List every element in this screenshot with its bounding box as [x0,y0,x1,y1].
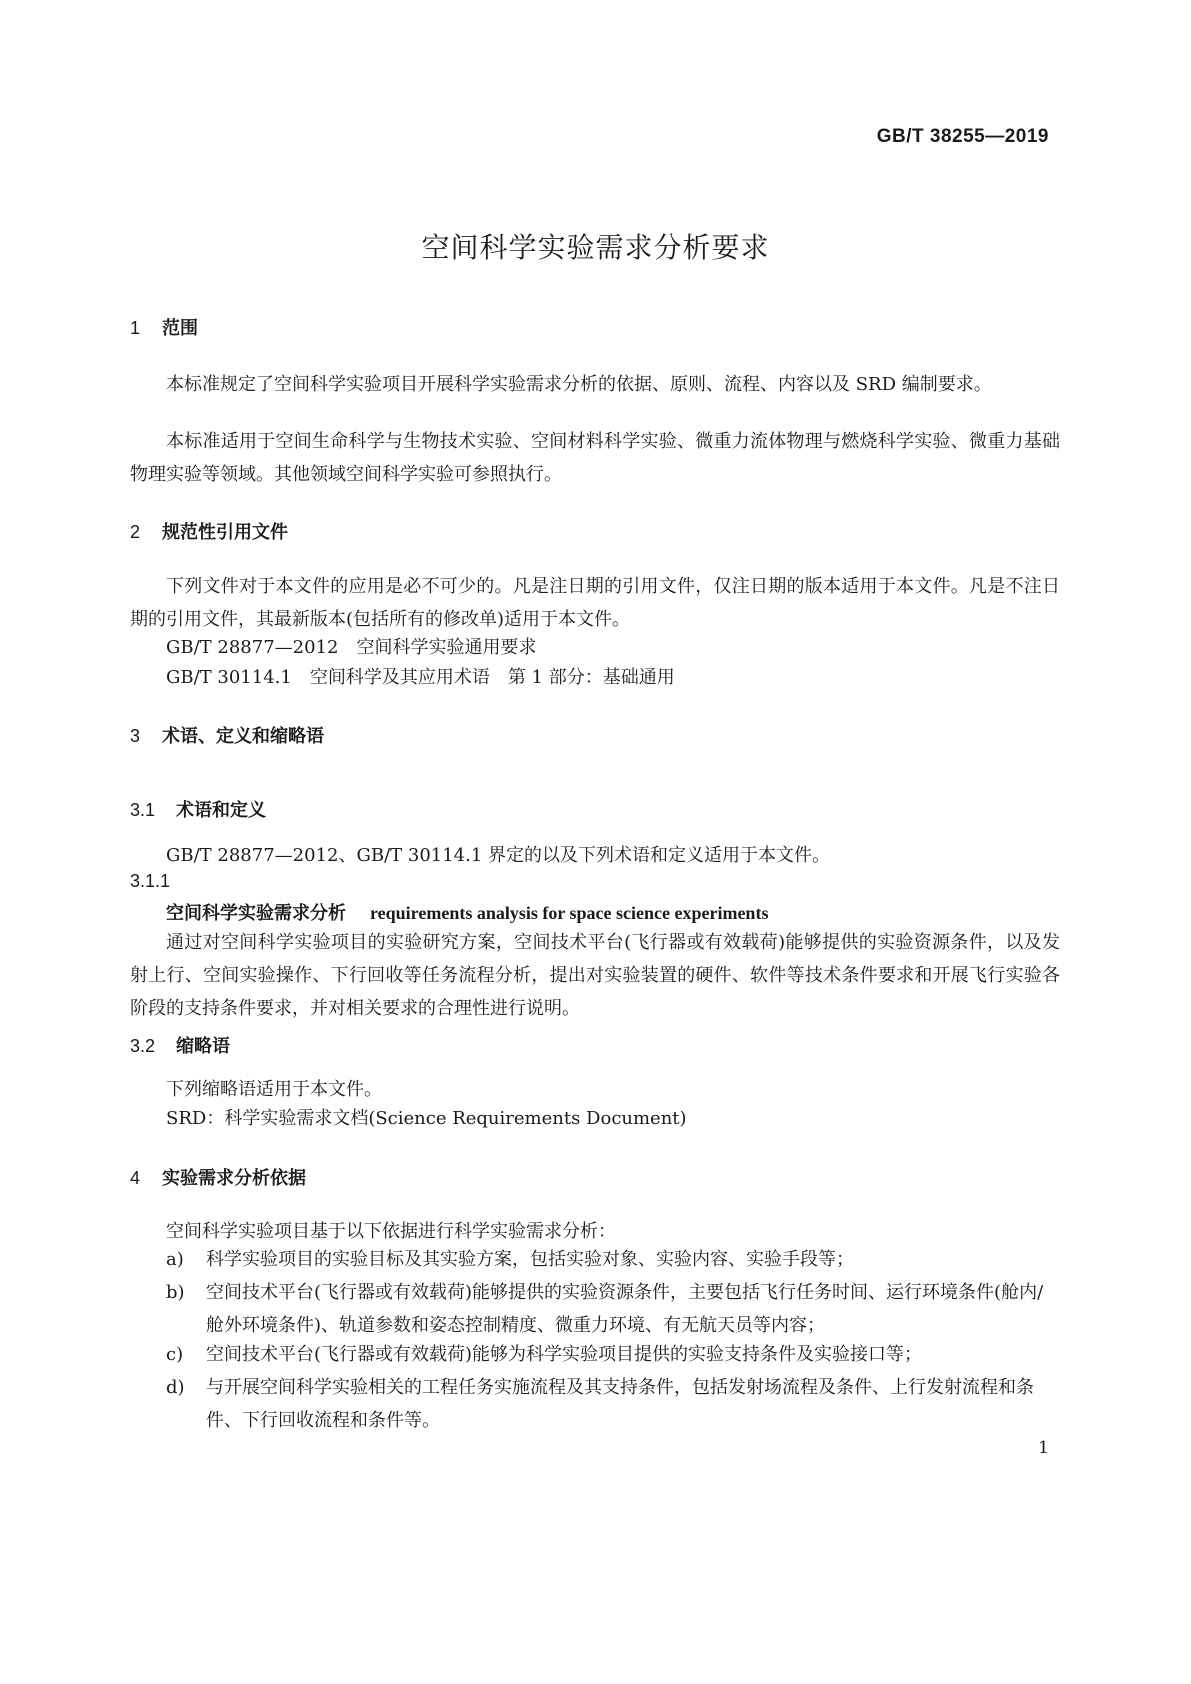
list-marker: c) [166,1344,184,1365]
reference-2: GB/T 30114.1 空间科学及其应用术语 第 1 部分：基础通用 [166,667,675,688]
section-1-paragraph-2: 本标准适用于空间生命科学与生物技术实验、空间材料科学实验、微重力流体物理与燃烧科学实验、微重力基础物理实验等领域。其他领域空间科学实验可参照执行。 [130,431,1060,485]
section-number: 3.1.1 [130,871,171,891]
list-item [166,1243,1060,1276]
term-definition: 通过对空间科学实验项目的实验研究方案，空间技术平台(飞行器或有效载荷)能够提供的实验资源条件，以及发射上行、空间实验操作、下行回收等任务流程分析，提出对实验装置的硬件、软件等技术条件要求和开展飞行实验各阶段的支持条件要求，并对相关要求的合理性进行说明。 [130,932,1060,1019]
section-3-1-heading [130,796,266,822]
list-text: 与开展空间科学实验相关的工程任务实施流程及其支持条件，包括发射场流程及条件、上行发射流程和条件、下行回收流程和条件等。 [206,1377,1034,1431]
section-3-1-1-number [130,871,170,892]
section-title: 术语、定义和缩略语 [162,726,324,747]
section-2-paragraph-1: 下列文件对于本文件的应用是必不可少的。凡是注日期的引用文件，仅注日期的版本适用于本文件。凡是不注日期的引用文件，其最新版本(包括所有的修改单)适用于本文件。 [130,576,1060,630]
section-4-heading [130,1164,306,1190]
document-title: 空间科学实验需求分析要求 [421,231,770,264]
list-item [166,1276,1060,1342]
section-1-paragraph-1: 本标准规定了空间科学实验项目开展科学实验需求分析的依据、原则、流程、内容以及 SRD 编制要求。 [166,374,992,395]
section-2-heading [130,518,288,544]
section-number: 4 [130,1168,141,1188]
list-marker: b) [166,1282,185,1303]
section-3-2-paragraph-1: 下列缩略语适用于本文件。 [166,1079,382,1100]
term-entry [166,899,768,925]
section-number: 3 [130,726,141,746]
list-text: 科学实验项目的实验目标及其实验方案，包括实验对象、实验内容、实验手段等； [206,1249,854,1270]
standard-code: GB/T 38255—2019 [876,126,1049,147]
section-title: 实验需求分析依据 [162,1168,306,1189]
section-3-2-heading [130,1032,230,1058]
list-item [166,1338,1060,1371]
term-english: requirements analysis for space science experiments [370,903,769,923]
list-text: 空间技术平台(飞行器或有效载荷)能够为科学实验项目提供的实验支持条件及实验接口等； [206,1344,923,1365]
list-marker: a) [166,1249,184,1270]
section-1-heading [130,314,198,340]
section-number: 3.2 [130,1036,156,1056]
section-title: 术语和定义 [176,800,266,821]
section-number: 1 [130,318,141,338]
list-item [166,1371,1060,1437]
section-4-paragraph: 空间科学实验项目基于以下依据进行科学实验需求分析： [166,1221,616,1242]
section-title: 范围 [162,318,198,339]
section-3-1-paragraph: GB/T 28877—2012、GB/T 30114.1 界定的以及下列术语和定义适用于本文件。 [166,845,831,866]
section-number: 3.1 [130,800,156,820]
section-title: 规范性引用文件 [162,522,288,543]
reference-1: GB/T 28877—2012 空间科学实验通用要求 [166,637,537,658]
page-number: 1 [1038,1438,1049,1458]
list-text: 空间技术平台(飞行器或有效载荷)能够提供的实验资源条件，主要包括飞行任务时间、运行环境条件(舱内/舱外环境条件)、轨道参数和姿态控制精度、微重力环境、有无航天员等内容； [206,1282,1044,1336]
section-title: 缩略语 [176,1036,230,1057]
section-number: 2 [130,522,141,542]
list-marker: d) [166,1377,185,1398]
term-chinese: 空间科学实验需求分析 [166,903,346,924]
section-3-heading [130,722,324,748]
abbreviation-srd: SRD：科学实验需求文档(Science Requirements Document) [166,1108,687,1129]
